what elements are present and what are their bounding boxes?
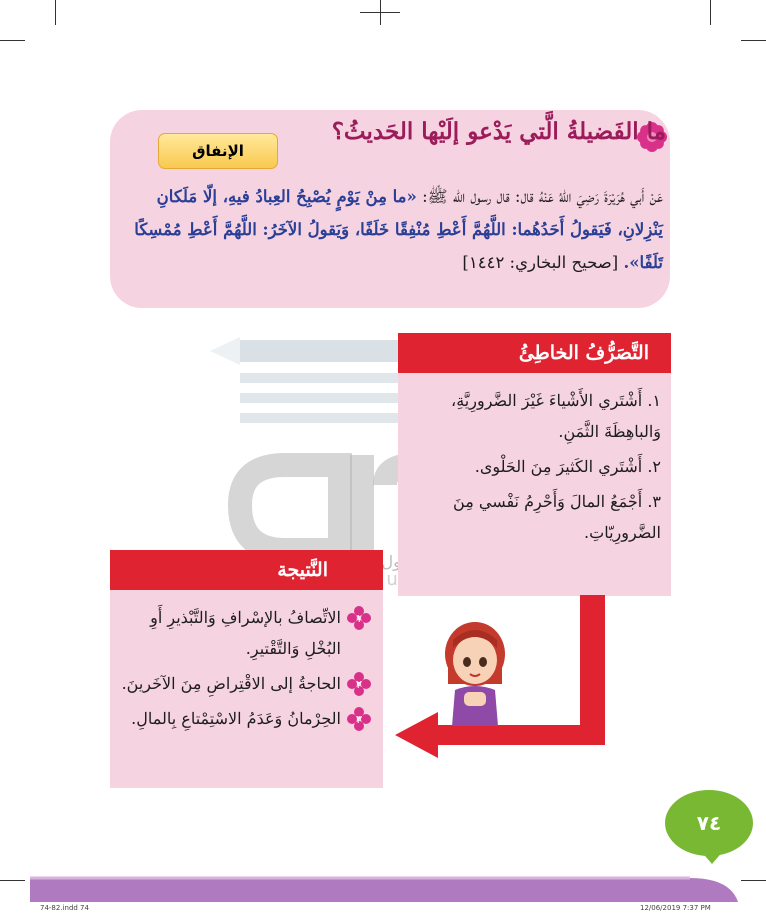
list-item: ٢. أَشْتَري الكَثيرَ مِنَ الحَلْوى. — [474, 457, 661, 476]
wrong-behavior-panel — [398, 333, 671, 596]
list-item: ٣. أَجْمَعُ المالَ وَأَحْرِمُ نَفْسي مِنَ الضَّرورِيّاتِ. — [453, 492, 661, 542]
list-item — [116, 668, 371, 699]
speech-tail — [700, 850, 724, 864]
crop-mark — [360, 12, 400, 13]
list-item — [116, 703, 371, 734]
answer-badge: الإنفاق — [158, 133, 278, 169]
result-item-text: الحاجةُ إلى الاقْتِراضِ مِنَ الآخَرينَ. — [121, 674, 341, 693]
crop-mark — [0, 40, 25, 41]
crop-mark — [710, 0, 711, 25]
result-list — [116, 602, 371, 738]
result-item-text: الحِرْمانُ وَعَدَمُ الاسْتِمْتاعِ بِالمالِ. — [131, 709, 341, 728]
flower-bullet-icon — [347, 672, 371, 696]
flower-bullet-icon — [347, 707, 371, 731]
list-item: ١. أَشْتَري الأَشْياءَ غَيْرَ الضَّرورِيَّةِ، وَالباهِظَةَ الثَّمَنِ. — [451, 391, 661, 441]
list-item — [116, 602, 371, 664]
result-header — [110, 550, 383, 590]
wrong-behavior-header — [398, 333, 671, 373]
crop-mark — [55, 0, 56, 25]
hadith-intro: عَنْ أَبي هُرَيْرَةَ رَضِيَ اللهُ عَنْهُ قال: قال رسول الله ﷺ: — [416, 187, 663, 206]
result-panel — [110, 550, 383, 788]
bullet-number: ٣ — [356, 713, 362, 726]
page-number: ٧٤ — [665, 790, 753, 856]
question-title: ما الفَضيلةُ الَّتي يَدْعو إلَيْها الحَديثُ؟ — [331, 118, 666, 145]
wrong-behavior-list — [401, 385, 661, 552]
flower-bullet-icon — [347, 606, 371, 630]
hadith-quote: «ما مِنْ يَوْمٍ يُصْبِحُ العِبادُ فيهِ، إلّا مَلَكانِ يَنْزِلانِ، فَيَقولُ أَحَدُهُما: اللَّهُمَّ أَعْطِ مُنْفِقًا خَلَفًا، وَيَقولُ الآخَرُ: اللَّهُمَّ أَعْطِ مُمْسِكًا تَلَفًا». — [134, 187, 663, 272]
crop-mark — [741, 880, 766, 881]
bullet-number: ٢ — [356, 678, 362, 691]
print-timestamp: 12/06/2019 7:37 PM — [640, 904, 711, 912]
hadith-source: [صحيح البخاري: ١٤٤٢] — [462, 253, 624, 272]
bullet-number: ١ — [356, 612, 362, 625]
file-info: 74-82.indd 74 — [40, 904, 89, 912]
crop-mark — [741, 40, 766, 41]
hadith-text — [108, 180, 663, 279]
crop-mark — [0, 880, 25, 881]
wrong-behavior-title: التَّصَرُّفُ الخاطِئُ — [518, 342, 649, 364]
footer-bar — [30, 872, 738, 902]
girl-illustration — [440, 618, 510, 728]
result-title: النَّتيجة — [277, 559, 328, 581]
result-item-text: الاتِّصافُ بالإسْرافِ وَالتَّبْذيرِ أَوِ البُخْلِ وَالتَّقْتيرِ. — [150, 608, 341, 658]
